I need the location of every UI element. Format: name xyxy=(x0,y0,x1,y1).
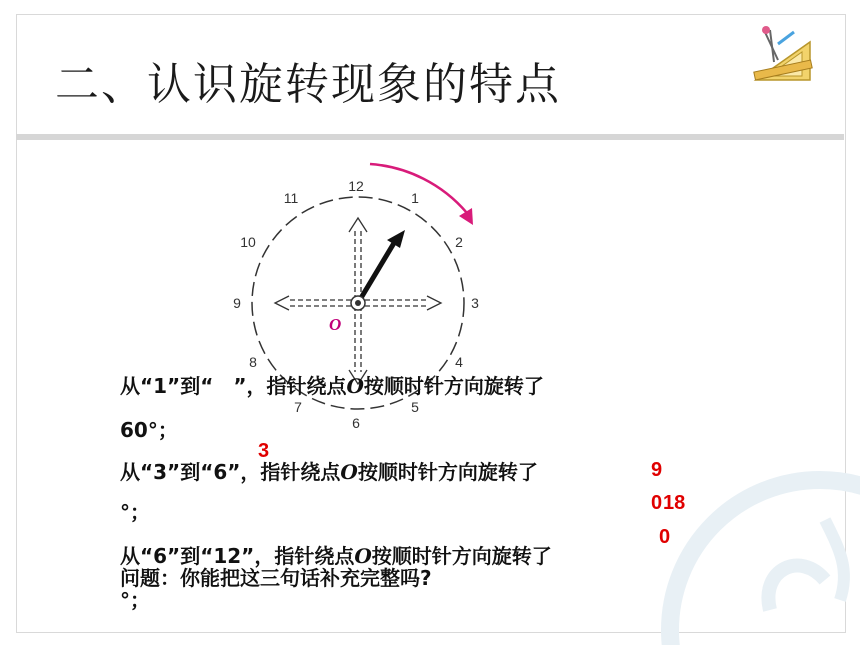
clock-number-5: 5 xyxy=(411,399,419,415)
sentence-2 xyxy=(120,456,538,485)
sentence-3-suffix: 按顺时针方向旋转了 xyxy=(371,544,552,568)
sentence-3-prefix: 从“6”到“12”，指针绕点 xyxy=(120,544,355,568)
clock-number-6: 6 xyxy=(352,415,360,431)
clock-number-2: 2 xyxy=(455,234,463,250)
answer-3-line2: 0 xyxy=(659,526,671,548)
clock-number-7: 7 xyxy=(294,399,302,415)
clock-number-12: 12 xyxy=(348,178,364,194)
watermark-decoration xyxy=(650,460,860,645)
answer-1: 3 xyxy=(258,440,270,462)
clock-number-10: 10 xyxy=(240,234,256,250)
clock-number-4: 4 xyxy=(455,354,463,370)
answer-2-line1: 9 xyxy=(651,459,663,481)
answer-3-line1: 18 xyxy=(663,492,686,514)
clock-number-11: 11 xyxy=(283,190,299,206)
sentence-1-tail: 60°； xyxy=(120,418,178,442)
question-text: 问题：你能把这三句话补充完整吗? xyxy=(120,566,432,590)
clock-number-1: 1 xyxy=(411,190,419,206)
sentence-3-tail: °； xyxy=(120,588,150,612)
sentence-1-suffix: 按顺时针方向旋转了 xyxy=(363,374,544,398)
sentence-2-prefix: 从“3”到“6”，指针绕点 xyxy=(120,460,341,484)
clock-number-8: 8 xyxy=(249,354,257,370)
sentence-1 xyxy=(120,370,544,399)
point-o-label: O xyxy=(346,374,364,398)
title-divider xyxy=(16,134,844,140)
drawing-tools-logo-icon xyxy=(748,22,818,84)
clock-number-3: 3 xyxy=(471,295,479,311)
clock-number-9: 9 xyxy=(233,295,241,311)
point-o-label: O xyxy=(340,460,358,484)
answer-2-line2: 0 xyxy=(651,492,663,514)
sentence-2-suffix: 按顺时针方向旋转了 xyxy=(357,460,538,484)
sentence-2-tail: °； xyxy=(120,500,150,524)
point-o-label: O xyxy=(354,544,372,568)
center-label-o: O xyxy=(329,315,342,334)
slide-title: 二、认识旋转现象的特点 xyxy=(55,59,561,110)
sentence-1-prefix: 从“1”到“ ”，指针绕点 xyxy=(120,374,347,398)
